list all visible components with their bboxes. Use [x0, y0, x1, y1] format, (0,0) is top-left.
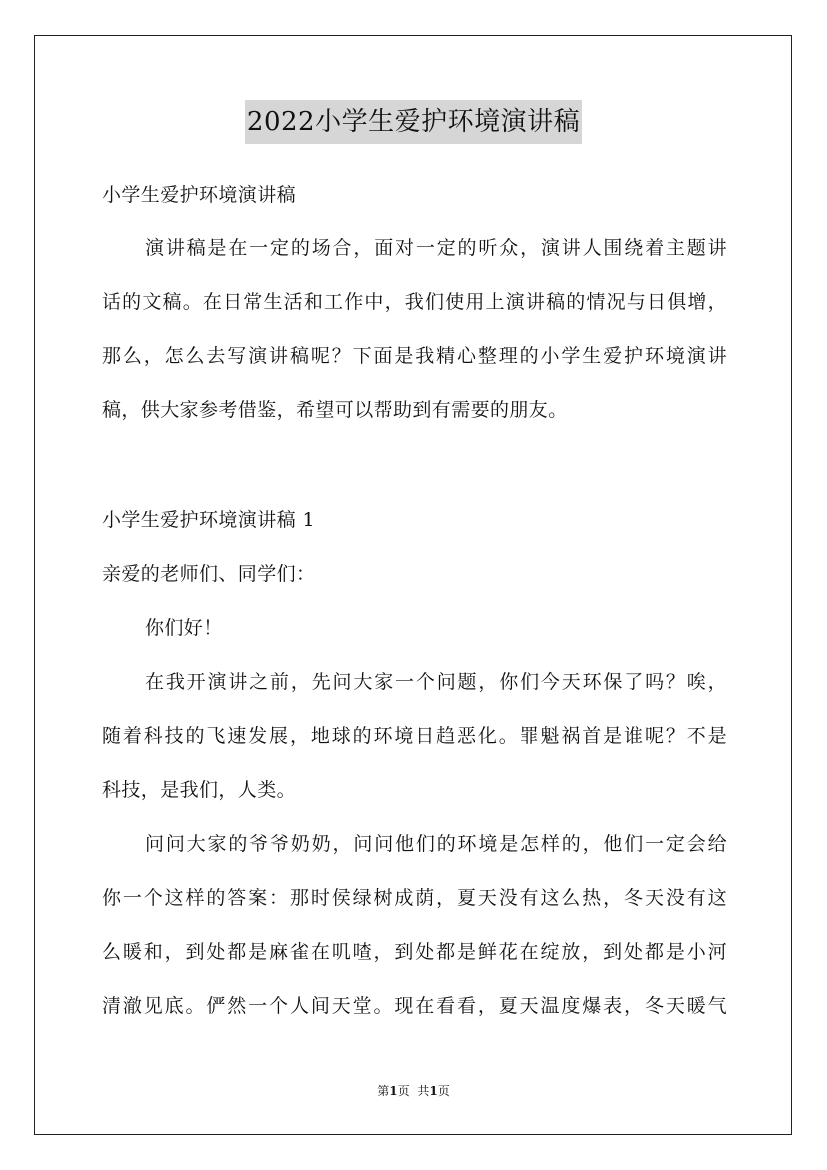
footer-page-suffix: 页: [397, 1084, 410, 1098]
paragraph2-line-4: 清澈见底。俨然一个人间天堂。现在看看，夏天温度爆表，冬天暖气: [102, 995, 727, 1017]
salutation: 亲爱的老师们、同学们：: [102, 563, 316, 585]
document-title: 2022小学生爱护环境演讲稿: [245, 100, 582, 144]
section-heading: 小学生爱护环境演讲稿 1: [102, 509, 315, 531]
footer-page-prefix: 第: [377, 1084, 390, 1098]
greeting: 你们好！: [145, 617, 223, 639]
paragraph1-line-3: 科技，是我们，人类。: [102, 779, 297, 801]
footer-total-prefix: 共: [417, 1084, 430, 1098]
footer-total-suffix: 页: [437, 1084, 450, 1098]
paragraph1-line-1: 在我开演讲之前，先问大家一个问题，你们今天环保了吗？唉，: [145, 671, 727, 693]
intro-line-4: 稿，供大家参考借鉴，希望可以帮助到有需要的朋友。: [102, 399, 568, 421]
document-subtitle: 小学生爱护环境演讲稿: [102, 184, 297, 206]
paragraph2-line-3: 么暖和，到处都是麻雀在叽喳，到处都是鲜花在绽放，到处都是小河: [102, 941, 727, 963]
intro-line-2: 话的文稿。在日常生活和工作中，我们使用上演讲稿的情况与日俱增，: [102, 291, 727, 313]
intro-line-3: 那么，怎么去写演讲稿呢？下面是我精心整理的小学生爱护环境演讲: [102, 345, 727, 367]
footer-page-number: 1: [389, 1084, 398, 1098]
page-footer: [0, 1083, 827, 1099]
paragraph2-line-1: 问问大家的爷爷奶奶，问问他们的环境是怎样的，他们一定会给: [145, 833, 727, 855]
paragraph1-line-2: 随着科技的飞速发展，地球的环境日趋恶化。罪魁祸首是谁呢？不是: [102, 725, 727, 747]
footer-total-pages: 1: [429, 1084, 438, 1098]
title-container: [0, 100, 827, 144]
paragraph2-line-2: 你一个这样的答案：那时侯绿树成荫，夏天没有这么热，冬天没有这: [102, 887, 727, 909]
intro-line-1: 演讲稿是在一定的场合，面对一定的听众，演讲人围绕着主题讲: [145, 237, 727, 259]
